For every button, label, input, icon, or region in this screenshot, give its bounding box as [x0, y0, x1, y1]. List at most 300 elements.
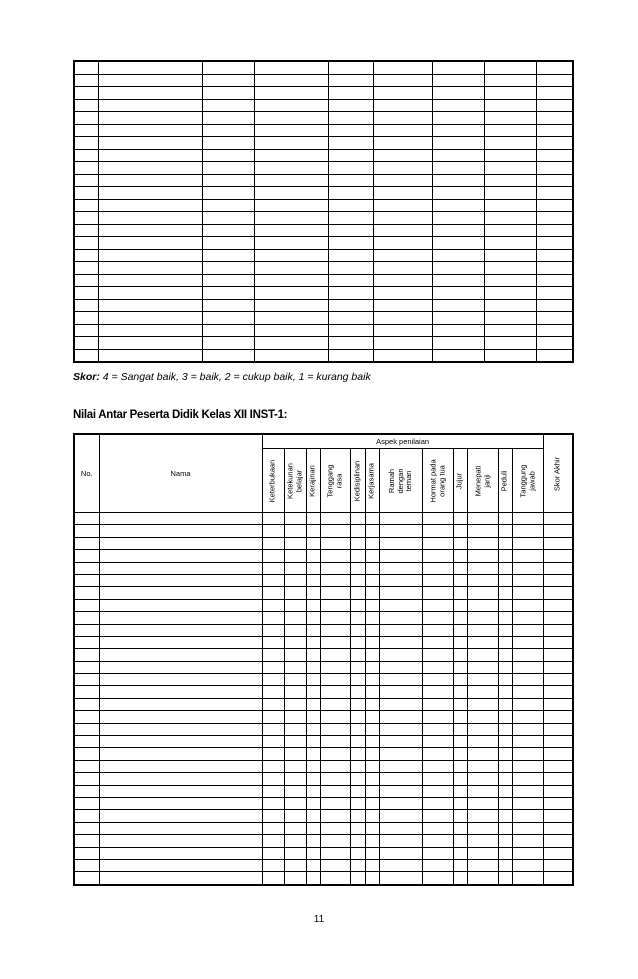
table-cell	[379, 525, 422, 537]
table-row	[74, 748, 573, 760]
table-cell	[74, 797, 99, 809]
table-cell	[99, 797, 262, 809]
header-aspect-label: Hormat pada orang tua	[427, 458, 446, 503]
table-cell	[320, 525, 350, 537]
table-cell	[498, 562, 512, 574]
table-cell	[432, 224, 484, 237]
table-row	[74, 859, 573, 871]
table-cell	[254, 187, 328, 200]
header-aspect-label: Kerjasama	[366, 462, 376, 499]
table-cell	[306, 785, 320, 797]
table-cell	[512, 686, 543, 698]
table-cell	[379, 859, 422, 871]
table-cell	[262, 859, 284, 871]
table-cell	[467, 822, 498, 834]
table-cell	[262, 513, 284, 525]
table-cell	[432, 237, 484, 250]
table-cell	[365, 723, 379, 735]
table-cell	[543, 599, 573, 611]
table-cell	[373, 299, 432, 312]
table-body	[74, 513, 573, 885]
table-cell	[467, 525, 498, 537]
table-cell	[74, 847, 99, 859]
table-cell	[284, 599, 306, 611]
table-cell	[306, 562, 320, 574]
table-cell	[498, 513, 512, 525]
table-cell	[74, 262, 98, 275]
table-cell	[284, 537, 306, 549]
table-cell	[254, 137, 328, 150]
table-cell	[543, 723, 573, 735]
table-cell	[306, 711, 320, 723]
table-cell	[498, 748, 512, 760]
table-cell	[328, 299, 373, 312]
table-cell	[328, 174, 373, 187]
table-cell	[543, 574, 573, 586]
table-cell	[262, 612, 284, 624]
table-cell	[74, 337, 98, 350]
table-cell	[379, 723, 422, 735]
table-cell	[350, 810, 365, 822]
table-cell	[320, 624, 350, 636]
table-cell	[74, 785, 99, 797]
table-cell	[453, 550, 467, 562]
table-cell	[254, 224, 328, 237]
table-cell	[99, 760, 262, 772]
table-cell	[422, 797, 453, 809]
table-cell	[284, 698, 306, 710]
table-cell	[453, 525, 467, 537]
table-cell	[365, 537, 379, 549]
table-cell	[484, 124, 536, 137]
peer-assessment-table-continued	[73, 60, 574, 363]
table-cell	[254, 87, 328, 100]
table-cell	[74, 748, 99, 760]
table-cell	[74, 249, 98, 262]
table-cell	[320, 835, 350, 847]
table-cell	[432, 212, 484, 225]
table-row	[74, 810, 573, 822]
table-cell	[98, 112, 202, 125]
table-cell	[512, 736, 543, 748]
table-cell	[320, 562, 350, 574]
table-cell	[202, 349, 254, 362]
table-cell	[422, 574, 453, 586]
table-cell	[320, 661, 350, 673]
table-cell	[484, 87, 536, 100]
table-cell	[306, 661, 320, 673]
table-cell	[379, 847, 422, 859]
table-cell	[379, 748, 422, 760]
header-aspect-0	[262, 449, 284, 513]
table-cell	[379, 785, 422, 797]
table-cell	[284, 574, 306, 586]
table-cell	[254, 124, 328, 137]
table-cell	[262, 624, 284, 636]
table-cell	[543, 822, 573, 834]
table-cell	[365, 760, 379, 772]
table-row	[74, 562, 573, 574]
table-cell	[543, 562, 573, 574]
table-cell	[484, 262, 536, 275]
table-cell	[432, 274, 484, 287]
table-cell	[543, 612, 573, 624]
table-cell	[262, 649, 284, 661]
table-cell	[484, 174, 536, 187]
table-cell	[365, 624, 379, 636]
table-cell	[467, 760, 498, 772]
header-aspect-7	[422, 449, 453, 513]
table-cell	[543, 810, 573, 822]
table-cell	[512, 773, 543, 785]
table-cell	[254, 74, 328, 87]
table-row	[74, 324, 573, 337]
table-cell	[512, 698, 543, 710]
table-cell	[74, 513, 99, 525]
table-cell	[432, 112, 484, 125]
table-row	[74, 187, 573, 200]
table-row	[74, 299, 573, 312]
table-cell	[536, 61, 573, 74]
table-cell	[498, 661, 512, 673]
table-cell	[284, 587, 306, 599]
table-cell	[512, 785, 543, 797]
table-row	[74, 835, 573, 847]
table-cell	[262, 822, 284, 834]
table-cell	[306, 797, 320, 809]
table-cell	[306, 723, 320, 735]
table-cell	[306, 835, 320, 847]
table-cell	[254, 274, 328, 287]
table-cell	[99, 587, 262, 599]
table-cell	[306, 550, 320, 562]
table-cell	[373, 212, 432, 225]
table-cell	[202, 249, 254, 262]
table-cell	[484, 212, 536, 225]
table-cell	[365, 587, 379, 599]
table-cell	[254, 299, 328, 312]
table-cell	[74, 624, 99, 636]
table-cell	[512, 537, 543, 549]
table-cell	[422, 736, 453, 748]
table-cell	[379, 612, 422, 624]
table-cell	[373, 199, 432, 212]
table-cell	[467, 674, 498, 686]
table-cell	[202, 61, 254, 74]
table-cell	[512, 859, 543, 871]
table-cell	[365, 550, 379, 562]
table-cell	[74, 574, 99, 586]
table-cell	[202, 74, 254, 87]
table-cell	[422, 562, 453, 574]
table-cell	[379, 711, 422, 723]
table-cell	[350, 537, 365, 549]
score-legend-label: Skor:	[73, 371, 100, 383]
table-cell	[74, 187, 98, 200]
table-cell	[498, 674, 512, 686]
table-cell	[498, 810, 512, 822]
header-aspek-penilaian: Aspek penilaian	[262, 434, 543, 449]
score-legend-text: 4 = Sangat baik, 3 = baik, 2 = cukup baik, 1 = kurang baik	[99, 371, 371, 383]
table-cell	[536, 262, 573, 275]
table-cell	[373, 174, 432, 187]
table-row	[74, 61, 573, 74]
table-cell	[536, 237, 573, 250]
table-cell	[350, 773, 365, 785]
table-cell	[379, 736, 422, 748]
table-cell	[306, 587, 320, 599]
table-cell	[262, 748, 284, 760]
table-cell	[254, 249, 328, 262]
table-cell	[379, 513, 422, 525]
table-cell	[467, 698, 498, 710]
table-cell	[432, 337, 484, 350]
table-cell	[453, 674, 467, 686]
table-row	[74, 736, 573, 748]
table-cell	[453, 859, 467, 871]
table-cell	[379, 636, 422, 648]
table-cell	[262, 574, 284, 586]
table-row	[74, 337, 573, 350]
table-cell	[467, 612, 498, 624]
table-row	[74, 174, 573, 187]
table-cell	[498, 847, 512, 859]
table-cell	[512, 636, 543, 648]
table-cell	[320, 797, 350, 809]
table-cell	[350, 513, 365, 525]
table-cell	[543, 674, 573, 686]
table-cell	[202, 212, 254, 225]
table-cell	[74, 174, 98, 187]
table-cell	[284, 674, 306, 686]
table-cell	[284, 513, 306, 525]
table-cell	[498, 599, 512, 611]
table-row	[74, 723, 573, 735]
table-cell	[543, 835, 573, 847]
table-cell	[74, 61, 98, 74]
table-cell	[254, 174, 328, 187]
header-aspect-3	[320, 449, 350, 513]
table-cell	[74, 112, 98, 125]
header-aspect-label: Keterbukaan	[267, 459, 277, 502]
table-row	[74, 349, 573, 362]
table-cell	[98, 99, 202, 112]
table-cell	[498, 574, 512, 586]
header-aspect-6	[379, 449, 422, 513]
table-row	[74, 587, 573, 599]
table-cell	[284, 649, 306, 661]
table-cell	[328, 349, 373, 362]
table-cell	[350, 698, 365, 710]
table-cell	[365, 636, 379, 648]
table-cell	[543, 636, 573, 648]
table-cell	[543, 872, 573, 885]
table-cell	[512, 612, 543, 624]
table-cell	[306, 513, 320, 525]
table-row	[74, 711, 573, 723]
table-cell	[306, 649, 320, 661]
header-aspect-label: Jujur	[454, 472, 464, 489]
table-cell	[422, 859, 453, 871]
table-cell	[350, 736, 365, 748]
table-cell	[74, 674, 99, 686]
table-cell	[453, 537, 467, 549]
table-cell	[422, 822, 453, 834]
table-cell	[365, 599, 379, 611]
table-row	[74, 87, 573, 100]
table-cell	[306, 686, 320, 698]
header-skor-akhir	[543, 434, 573, 513]
table-cell	[74, 698, 99, 710]
table-cell	[536, 349, 573, 362]
table-cell	[284, 525, 306, 537]
table-cell	[453, 649, 467, 661]
table-cell	[543, 847, 573, 859]
table-cell	[543, 773, 573, 785]
table-cell	[453, 773, 467, 785]
table-cell	[262, 773, 284, 785]
table-cell	[74, 537, 99, 549]
table-cell	[74, 550, 99, 562]
table-cell	[202, 287, 254, 300]
table-cell	[543, 550, 573, 562]
table-cell	[467, 537, 498, 549]
table-cell	[379, 674, 422, 686]
table-cell	[422, 537, 453, 549]
table-cell	[306, 574, 320, 586]
table-cell	[422, 587, 453, 599]
table-cell	[432, 324, 484, 337]
table-cell	[254, 324, 328, 337]
table-cell	[74, 723, 99, 735]
table-cell	[484, 249, 536, 262]
table-cell	[543, 711, 573, 723]
table-cell	[373, 99, 432, 112]
table-cell	[453, 624, 467, 636]
table-cell	[536, 74, 573, 87]
table-cell	[99, 525, 262, 537]
table-row	[74, 847, 573, 859]
table-cell	[373, 124, 432, 137]
table-cell	[373, 224, 432, 237]
page-number: 11	[313, 914, 325, 925]
table-cell	[98, 324, 202, 337]
table-cell	[453, 661, 467, 673]
table-cell	[202, 149, 254, 162]
table-cell	[99, 711, 262, 723]
table-row	[74, 686, 573, 698]
header-aspect-8	[453, 449, 467, 513]
table-cell	[512, 513, 543, 525]
table-cell	[328, 249, 373, 262]
table-cell	[320, 674, 350, 686]
header-aspect-2	[306, 449, 320, 513]
table-cell	[74, 87, 98, 100]
table-cell	[74, 562, 99, 574]
table-cell	[453, 736, 467, 748]
table-cell	[202, 112, 254, 125]
table-cell	[99, 810, 262, 822]
table-cell	[365, 711, 379, 723]
table-cell	[320, 636, 350, 648]
table-row	[74, 550, 573, 562]
table-cell	[453, 847, 467, 859]
table-row	[74, 212, 573, 225]
table-cell	[98, 312, 202, 325]
table-cell	[98, 287, 202, 300]
table-cell	[320, 711, 350, 723]
table-cell	[453, 822, 467, 834]
table-cell	[350, 711, 365, 723]
table-cell	[373, 262, 432, 275]
table-cell	[543, 537, 573, 549]
table-row	[74, 822, 573, 834]
table-cell	[74, 822, 99, 834]
table-cell	[422, 835, 453, 847]
table-cell	[350, 587, 365, 599]
table-cell	[262, 674, 284, 686]
table-cell	[202, 224, 254, 237]
table-cell	[467, 550, 498, 562]
table-cell	[320, 760, 350, 772]
table-cell	[373, 61, 432, 74]
table-cell	[74, 736, 99, 748]
table-cell	[306, 525, 320, 537]
table-cell	[543, 698, 573, 710]
table-cell	[202, 199, 254, 212]
table-cell	[320, 736, 350, 748]
table-cell	[379, 599, 422, 611]
table-cell	[284, 711, 306, 723]
table-cell	[467, 624, 498, 636]
table-cell	[74, 199, 98, 212]
table-cell	[453, 562, 467, 574]
table-cell	[365, 574, 379, 586]
table-row	[74, 137, 573, 150]
table-cell	[98, 137, 202, 150]
table-cell	[328, 124, 373, 137]
table-cell	[453, 785, 467, 797]
table-cell	[202, 187, 254, 200]
table-cell	[498, 711, 512, 723]
table-cell	[484, 312, 536, 325]
table-cell	[422, 760, 453, 772]
table-cell	[365, 562, 379, 574]
header-aspect-10	[498, 449, 512, 513]
table-cell	[262, 711, 284, 723]
table-cell	[422, 785, 453, 797]
table-cell	[422, 513, 453, 525]
table-cell	[306, 810, 320, 822]
table-cell	[99, 599, 262, 611]
table-cell	[262, 686, 284, 698]
table-cell	[284, 872, 306, 885]
table-cell	[484, 187, 536, 200]
table-row	[74, 99, 573, 112]
table-cell	[536, 112, 573, 125]
table-row	[74, 112, 573, 125]
table-cell	[328, 312, 373, 325]
table-cell	[432, 74, 484, 87]
table-cell	[98, 124, 202, 137]
table-cell	[536, 249, 573, 262]
table-cell	[328, 237, 373, 250]
table-cell	[467, 859, 498, 871]
table-cell	[98, 224, 202, 237]
table-cell	[262, 736, 284, 748]
table-cell	[543, 785, 573, 797]
table-cell	[328, 162, 373, 175]
